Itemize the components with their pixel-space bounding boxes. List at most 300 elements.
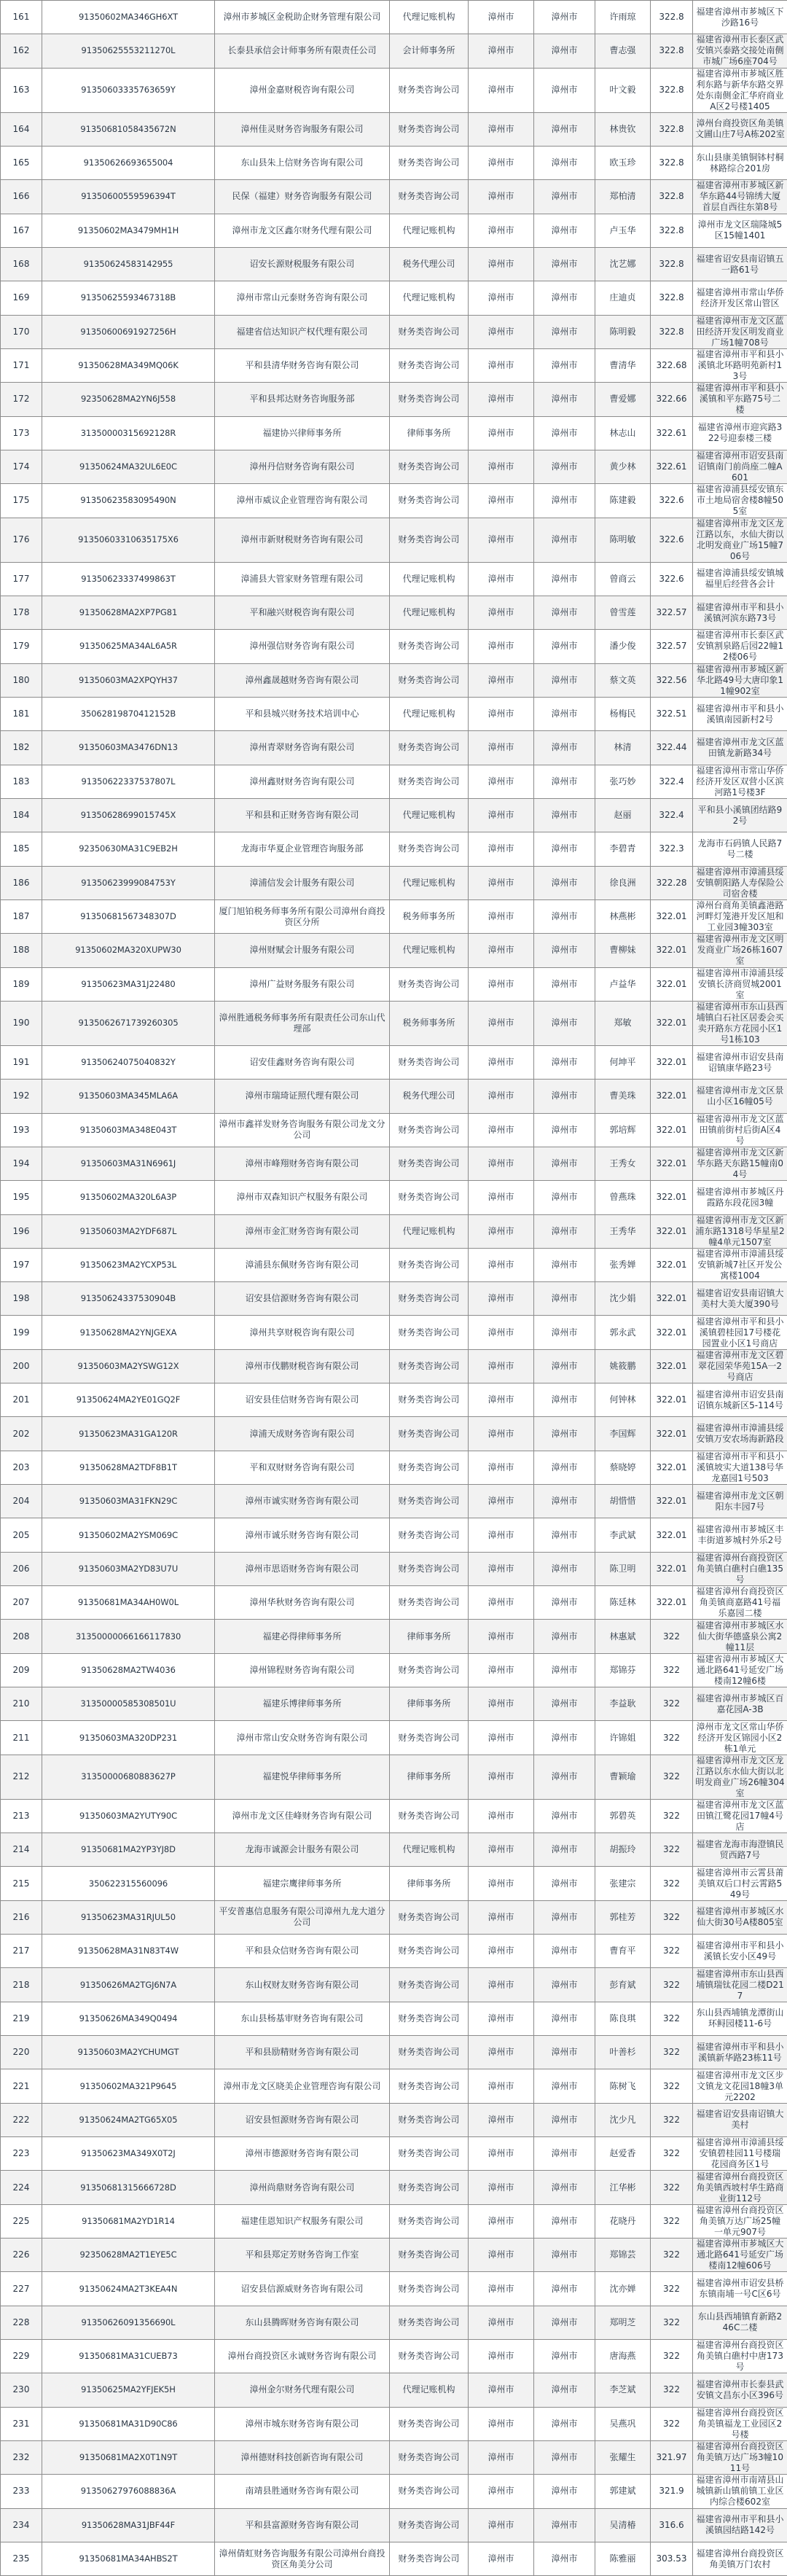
agency-type-cell: 税务师事务所 <box>390 1001 469 1045</box>
score-cell: 322 <box>651 2103 693 2136</box>
row-number-cell: 171 <box>1 348 42 382</box>
city-cell: 漳州市 <box>469 146 534 179</box>
city-cell: 漳州市 <box>469 2272 534 2306</box>
agency-name-cell: 福建宗鹰律师事务所 <box>215 1867 390 1900</box>
address-cell: 福建省漳州市漳浦县绥安镇朝阳路人寿保险公司宿舍楼 <box>693 866 787 899</box>
agency-name-cell: 漳州青翠财务咨询有限公司 <box>215 731 390 765</box>
row-number-cell: 161 <box>1 1 42 34</box>
address-cell: 东山县康美镇铜钵村桐林路综合201房 <box>693 146 787 179</box>
agency-name-cell: 漳州华秋财务咨询有限公司 <box>215 1586 390 1620</box>
table-row <box>1 450 787 483</box>
address-cell: 福建省漳州市芗城区新华东路44号锦绣大厦首层自西往东第8号 <box>693 180 787 214</box>
city-cell: 漳州市 <box>469 1001 534 1045</box>
table-row <box>1 1968 787 2002</box>
score-cell: 322 <box>651 2340 693 2373</box>
table-row <box>1 68 787 112</box>
contact-person-cell: 徐良洲 <box>595 866 651 899</box>
agency-type-cell: 财务类咨询公司 <box>390 2440 469 2474</box>
city-cell: 漳州市 <box>469 1451 534 1484</box>
score-cell: 322.01 <box>651 1001 693 1045</box>
score-cell: 322.8 <box>651 1 693 34</box>
table-row <box>1 2103 787 2136</box>
credit-code-cell: 91350623MA31GA120R <box>42 1417 215 1451</box>
city-cell: 漳州市 <box>469 1935 534 1968</box>
district-cell: 漳州市 <box>534 1755 595 1799</box>
agency-type-cell: 财务类咨询公司 <box>390 1147 469 1180</box>
score-cell: 322.01 <box>651 967 693 1001</box>
agency-type-cell: 代理记账机构 <box>390 562 469 596</box>
contact-person-cell: 叶文毅 <box>595 68 651 112</box>
city-cell: 漳州市 <box>469 765 534 798</box>
district-cell: 漳州市 <box>534 1214 595 1248</box>
contact-person-cell: 陈卫明 <box>595 1552 651 1585</box>
agency-name-cell: 漳浦县东佩财务咨询有限公司 <box>215 1248 390 1281</box>
row-number-cell: 167 <box>1 214 42 247</box>
credit-code-cell: 91350628MA2TDF8B1T <box>42 1451 215 1484</box>
district-cell: 漳州市 <box>534 1485 595 1518</box>
contact-person-cell: 陈廷林 <box>595 1586 651 1620</box>
district-cell: 漳州市 <box>534 1383 595 1417</box>
score-cell: 322.01 <box>651 1349 693 1383</box>
agency-type-cell: 财务类咨询公司 <box>390 1316 469 1349</box>
district-cell: 漳州市 <box>534 450 595 483</box>
credit-code-cell: 91350623MA31RJUL50 <box>42 1900 215 1934</box>
contact-person-cell: 花晓丹 <box>595 2204 651 2238</box>
score-cell: 322.8 <box>651 146 693 179</box>
row-number-cell: 170 <box>1 315 42 348</box>
table-row <box>1 383 787 416</box>
district-cell: 漳州市 <box>534 2306 595 2339</box>
table-row <box>1 1248 787 1281</box>
agency-type-cell: 财务类咨询公司 <box>390 315 469 348</box>
score-cell: 322 <box>651 1867 693 1900</box>
district-cell: 漳州市 <box>534 348 595 382</box>
agency-type-cell: 代理记账机构 <box>390 1 469 34</box>
table-row <box>1 348 787 382</box>
contact-person-cell: 郑敏 <box>595 1001 651 1045</box>
address-cell: 福建省漳州市龙文区步文镇龙文花园18幢3单元2202 <box>693 2069 787 2103</box>
agency-type-cell: 财务类咨询公司 <box>390 663 469 697</box>
agency-name-cell: 漳州财赋会计服务有限公司 <box>215 934 390 967</box>
agency-type-cell: 财务类咨询公司 <box>390 1248 469 1281</box>
district-cell: 漳州市 <box>534 281 595 315</box>
credit-code-cell: 91350603MA31N6961J <box>42 1147 215 1180</box>
row-number-cell: 197 <box>1 1248 42 1281</box>
score-cell: 322.8 <box>651 281 693 315</box>
row-number-cell: 172 <box>1 383 42 416</box>
address-cell: 福建省漳州市芗城区大通北路641号延安广场楼南12幢6楼 <box>693 1653 787 1687</box>
agency-type-cell: 代理记账机构 <box>390 697 469 730</box>
row-number-cell: 177 <box>1 562 42 596</box>
address-cell: 漳州市龙文区常山华侨经济开发区锦园小区2栋1单元 <box>693 1721 787 1755</box>
city-cell: 漳州市 <box>469 2306 534 2339</box>
city-cell: 漳州市 <box>469 2002 534 2035</box>
row-number-cell: 227 <box>1 2272 42 2306</box>
table-row <box>1 214 787 247</box>
agency-type-cell: 财务类咨询公司 <box>390 2239 469 2272</box>
table-row <box>1 315 787 348</box>
credit-code-cell: 91350681MA31CUEB73 <box>42 2340 215 2373</box>
agency-name-cell: 漳州市龙文区鑫尔财务代理有限公司 <box>215 214 390 247</box>
address-cell: 福建省漳州市南靖县山城镇新山镇前镇工业区内综合楼602室 <box>693 2475 787 2508</box>
credit-code-cell: 31350000315692128R <box>42 416 215 450</box>
address-cell: 漳州市龙文区瑞隆城5区15幢1401 <box>693 214 787 247</box>
row-number-cell: 164 <box>1 112 42 146</box>
address-cell: 福建省漳州市长泰县武安镇文昌东小区396号 <box>693 2373 787 2407</box>
agency-name-cell: 龙海市华夏企业管理咨询服务部 <box>215 832 390 866</box>
agency-name-cell: 漳州金尔财务代理有限公司 <box>215 2373 390 2407</box>
contact-person-cell: 江华彬 <box>595 2171 651 2204</box>
city-cell: 漳州市 <box>469 1518 534 1552</box>
credit-code-cell: 91350624075040832Y <box>42 1045 215 1079</box>
score-cell: 322.4 <box>651 798 693 832</box>
address-cell: 福建省漳州市芗城区水仙大街30号A楼805室 <box>693 1900 787 1934</box>
agency-name-cell: 福建省信达知识产权代理有限公司 <box>215 315 390 348</box>
row-number-cell: 184 <box>1 798 42 832</box>
table-row <box>1 2204 787 2238</box>
district-cell: 漳州市 <box>534 2002 595 2035</box>
address-cell: 东山县西埔镇育新路246C二楼 <box>693 2306 787 2339</box>
address-cell: 福建省漳州市龙文区蓝田经济开发区明发商业广场1幢708号 <box>693 315 787 348</box>
score-cell: 322.01 <box>651 1147 693 1180</box>
score-cell: 322.44 <box>651 731 693 765</box>
contact-person-cell: 林清 <box>595 731 651 765</box>
contact-person-cell: 陈建毅 <box>595 484 651 518</box>
district-cell: 漳州市 <box>534 315 595 348</box>
address-cell: 福建省漳州市漳浦县绥安镇碧桂园11号楼瑞花园商务区1号 <box>693 2137 787 2171</box>
agency-type-cell: 财务类咨询公司 <box>390 1383 469 1417</box>
address-cell: 福建省漳州市龙文区景山小区16幢05号 <box>693 1080 787 1113</box>
credit-code-cell: 91350603335763659Y <box>42 68 215 112</box>
agency-name-cell: 漳州市金汇财务咨询有限公司 <box>215 1214 390 1248</box>
city-cell: 漳州市 <box>469 1653 534 1687</box>
agency-name-cell: 东山权财友财务咨询有限公司 <box>215 1968 390 2002</box>
city-cell: 漳州市 <box>469 1248 534 1281</box>
table-row <box>1 1755 787 1799</box>
agency-type-cell: 财务类咨询公司 <box>390 146 469 179</box>
district-cell: 漳州市 <box>534 416 595 450</box>
city-cell: 漳州市 <box>469 450 534 483</box>
credit-code-cell: 91350600691927256H <box>42 315 215 348</box>
contact-person-cell: 许锦姐 <box>595 1721 651 1755</box>
row-number-cell: 220 <box>1 2036 42 2069</box>
agency-type-cell: 律师事务所 <box>390 1620 469 1653</box>
district-cell: 漳州市 <box>534 518 595 562</box>
address-cell: 福建省漳州市平和县小溪镇南园新村2号 <box>693 697 787 730</box>
agency-type-cell: 财务类咨询公司 <box>390 2002 469 2035</box>
address-cell: 福建省漳州市龙文区龙江路以东水仙大街以北明发商业广场26幢304室 <box>693 1755 787 1799</box>
contact-person-cell: 胡惜惜 <box>595 1485 651 1518</box>
score-cell: 322.28 <box>651 866 693 899</box>
city-cell: 漳州市 <box>469 630 534 663</box>
table-row <box>1 2475 787 2508</box>
contact-person-cell: 蔡晓婷 <box>595 1451 651 1484</box>
agency-name-cell: 诏安县信源威财务咨询有限公司 <box>215 2272 390 2306</box>
agency-name-cell: 南靖县胜通财务咨询有限公司 <box>215 2475 390 2508</box>
city-cell: 漳州市 <box>469 1080 534 1113</box>
credit-code-cell: 91350623MA2YCXP53L <box>42 1248 215 1281</box>
agency-type-cell: 财务类咨询公司 <box>390 1900 469 1934</box>
district-cell: 漳州市 <box>534 1620 595 1653</box>
address-cell: 福建省漳州市平和县小溪镇坡实大道138号华龙嘉园1号503 <box>693 1451 787 1484</box>
credit-code-cell: 91350628MA31JBF44F <box>42 2508 215 2542</box>
credit-code-cell: 92350630MA31C9EB2H <box>42 832 215 866</box>
row-number-cell: 219 <box>1 2002 42 2035</box>
district-cell: 漳州市 <box>534 2171 595 2204</box>
district-cell: 漳州市 <box>534 2103 595 2136</box>
credit-code-cell: 91350600559596394T <box>42 180 215 214</box>
credit-code-cell: 91350626091356690L <box>42 2306 215 2339</box>
row-number-cell: 182 <box>1 731 42 765</box>
table-row <box>1 112 787 146</box>
address-cell: 福建省漳州市龙文区蓝田镇前街村后街A区4号 <box>693 1113 787 1147</box>
contact-person-cell: 曹清华 <box>595 348 651 382</box>
score-cell: 322 <box>651 2069 693 2103</box>
table-row <box>1 1620 787 1653</box>
table-row <box>1 2239 787 2272</box>
district-cell: 漳州市 <box>534 967 595 1001</box>
contact-person-cell: 郑锦芬 <box>595 1653 651 1687</box>
row-number-cell: 225 <box>1 2204 42 2238</box>
district-cell: 漳州市 <box>534 112 595 146</box>
table-row <box>1 1799 787 1833</box>
city-cell: 漳州市 <box>469 214 534 247</box>
city-cell: 漳州市 <box>469 180 534 214</box>
agency-name-cell: 诏安佳鑫财务咨询有限公司 <box>215 1045 390 1079</box>
score-cell: 322 <box>651 2239 693 2272</box>
agency-type-cell: 代理记账机构 <box>390 798 469 832</box>
score-cell: 322.01 <box>651 1113 693 1147</box>
address-cell: 福建省漳州市东山县西埔镇白石社区居委会买卖开路东方花园小区1号1栋103 <box>693 1001 787 1045</box>
contact-person-cell: 李武斌 <box>595 1518 651 1552</box>
table-row <box>1 697 787 730</box>
district-cell: 漳州市 <box>534 214 595 247</box>
contact-person-cell: 郭培辉 <box>595 1113 651 1147</box>
city-cell: 漳州市 <box>469 2440 534 2474</box>
row-number-cell: 207 <box>1 1586 42 1620</box>
agency-name-cell: 漳州市常山安众财务咨询有限公司 <box>215 1721 390 1755</box>
city-cell: 漳州市 <box>469 2542 534 2575</box>
contact-person-cell: 张巧妙 <box>595 765 651 798</box>
contact-person-cell: 曾雪莲 <box>595 596 651 629</box>
credit-code-cell: 91350681MA34AH0W0L <box>42 1586 215 1620</box>
agency-name-cell: 漳州锦程财务咨询有限公司 <box>215 1653 390 1687</box>
district-cell: 漳州市 <box>534 247 595 281</box>
address-cell: 漳州台商投资区角美镇文圃山庄7号A栋202室 <box>693 112 787 146</box>
score-cell: 322.8 <box>651 34 693 68</box>
agency-name-cell: 漳州市龙文区佳峰财务咨询有限公司 <box>215 1799 390 1833</box>
district-cell: 漳州市 <box>534 1721 595 1755</box>
row-number-cell: 174 <box>1 450 42 483</box>
agency-name-cell: 漳州市诚乐财务咨询有限公司 <box>215 1518 390 1552</box>
address-cell: 福建省诏安县南诏镇五一路61号 <box>693 247 787 281</box>
contact-person-cell: 赵丽 <box>595 798 651 832</box>
address-cell: 福建省漳州市龙文区蓝田镇龙新路34号 <box>693 731 787 765</box>
credit-code-cell: 91350625593467318B <box>42 281 215 315</box>
address-cell: 福建省漳州市芗城区新华北路49号大唐印象11幢902室 <box>693 663 787 697</box>
address-cell: 福建省漳州市龙文区新华东路天东路15幢南04号 <box>693 1147 787 1180</box>
city-cell: 漳州市 <box>469 112 534 146</box>
agency-type-cell: 财务类咨询公司 <box>390 1518 469 1552</box>
score-cell: 322.01 <box>651 899 693 933</box>
agency-name-cell: 福建协兴律师事务所 <box>215 416 390 450</box>
district-cell: 漳州市 <box>534 1653 595 1687</box>
city-cell: 漳州市 <box>469 1 534 34</box>
score-cell: 322.01 <box>651 1045 693 1079</box>
address-cell: 福建省漳州市龙文区明发商业广场26栋1607室 <box>693 934 787 967</box>
table-row <box>1 630 787 663</box>
agency-type-cell: 财务类咨询公司 <box>390 1721 469 1755</box>
city-cell: 漳州市 <box>469 1316 534 1349</box>
agency-name-cell: 漳州鑫晟越财务咨询有限公司 <box>215 663 390 697</box>
row-number-cell: 169 <box>1 281 42 315</box>
agency-type-cell: 财务类咨询公司 <box>390 1552 469 1585</box>
city-cell: 漳州市 <box>469 1755 534 1799</box>
contact-person-cell: 黄少林 <box>595 450 651 483</box>
address-cell: 福建省漳州市芗城区百嘉花园A-3B <box>693 1687 787 1721</box>
table-row <box>1 562 787 596</box>
credit-code-cell: 91350628MA2YNJGEXA <box>42 1316 215 1349</box>
row-number-cell: 168 <box>1 247 42 281</box>
credit-code-cell: 92350628MA2YN6J558 <box>42 383 215 416</box>
address-cell: 福建省漳州台商投资区角美镇西坡村华生路商业街112号 <box>693 2171 787 2204</box>
district-cell: 漳州市 <box>534 1282 595 1316</box>
city-cell: 漳州市 <box>469 1181 534 1214</box>
city-cell: 漳州市 <box>469 484 534 518</box>
contact-person-cell: 曹爱娜 <box>595 383 651 416</box>
address-cell: 福建省漳州市芗城区丰丰街道芗城村外乐2号 <box>693 1518 787 1552</box>
table-row <box>1 1147 787 1180</box>
table-row <box>1 2542 787 2575</box>
agency-name-cell: 东山县杨基审财务咨询有限公司 <box>215 2002 390 2035</box>
contact-person-cell: 卢益华 <box>595 967 651 1001</box>
table-row <box>1 2137 787 2171</box>
district-cell: 漳州市 <box>534 2407 595 2440</box>
district-cell: 漳州市 <box>534 2069 595 2103</box>
address-cell: 福建省漳州台商投资区角美镇福龙工业园区2号楼 <box>693 2407 787 2440</box>
city-cell: 漳州市 <box>469 1833 534 1867</box>
score-cell: 322.01 <box>651 1586 693 1620</box>
city-cell: 漳州市 <box>469 866 534 899</box>
agency-name-cell: 漳州胜通税务师事务所有限责任公司东山代理部 <box>215 1001 390 1045</box>
agency-name-cell: 漳州市鑫祥发财务咨询服务有限公司龙文分公司 <box>215 1113 390 1147</box>
agency-name-cell: 漳州市峰翔财务咨询有限公司 <box>215 1147 390 1180</box>
row-number-cell: 189 <box>1 967 42 1001</box>
row-number-cell: 215 <box>1 1867 42 1900</box>
credit-code-cell: 91350625MA2YFJEK5H <box>42 2373 215 2407</box>
credit-code-cell: 91350681MA2X0T1N9T <box>42 2440 215 2474</box>
district-cell: 漳州市 <box>534 1586 595 1620</box>
contact-person-cell: 李国辉 <box>595 1417 651 1451</box>
score-cell: 322.01 <box>651 1316 693 1349</box>
address-cell: 福建省漳州市平和县小溪镇园结路142号 <box>693 2508 787 2542</box>
score-cell: 322.8 <box>651 180 693 214</box>
address-cell: 福建省漳州市长泰区武安镇割泉路后园22幢12楼06号 <box>693 630 787 663</box>
table-row <box>1 765 787 798</box>
agency-name-cell: 民保（福建）财务咨询服务有限公司 <box>215 180 390 214</box>
contact-person-cell: 王秀女 <box>595 1147 651 1180</box>
table-row <box>1 1935 787 1968</box>
district-cell: 漳州市 <box>534 2440 595 2474</box>
contact-person-cell: 何坤平 <box>595 1045 651 1079</box>
row-number-cell: 187 <box>1 899 42 933</box>
table-row <box>1 146 787 179</box>
contact-person-cell: 李芝斌 <box>595 2373 651 2407</box>
credit-code-cell: 35062819870412152B <box>42 697 215 730</box>
row-number-cell: 221 <box>1 2069 42 2103</box>
agency-name-cell: 诏安县信源财务咨询有限公司 <box>215 1282 390 1316</box>
row-number-cell: 223 <box>1 2137 42 2171</box>
district-cell: 漳州市 <box>534 1451 595 1484</box>
credit-code-cell: 91350628MA2XP7PG81 <box>42 596 215 629</box>
table-row <box>1 2002 787 2035</box>
agency-name-cell: 平和县郑定芳财务咨询工作室 <box>215 2239 390 2272</box>
row-number-cell: 202 <box>1 1417 42 1451</box>
table-row <box>1 1282 787 1316</box>
row-number-cell: 186 <box>1 866 42 899</box>
contact-person-cell: 李益耿 <box>595 1687 651 1721</box>
table-row <box>1 2306 787 2339</box>
contact-person-cell: 郭永武 <box>595 1316 651 1349</box>
credit-code-cell: 92350628MA2T1EYE5C <box>42 2239 215 2272</box>
agency-name-cell: 福建悦华律师事务所 <box>215 1755 390 1799</box>
contact-person-cell: 蔡文英 <box>595 663 651 697</box>
district-cell: 漳州市 <box>534 2272 595 2306</box>
contact-person-cell: 欧玉珍 <box>595 146 651 179</box>
agency-name-cell: 平和县和正财务咨询有限公司 <box>215 798 390 832</box>
row-number-cell: 209 <box>1 1653 42 1687</box>
row-number-cell: 203 <box>1 1451 42 1484</box>
score-cell: 322 <box>651 2306 693 2339</box>
city-cell: 漳州市 <box>469 34 534 68</box>
score-cell: 322.6 <box>651 484 693 518</box>
contact-person-cell: 庄迪贞 <box>595 281 651 315</box>
city-cell: 漳州市 <box>469 731 534 765</box>
contact-person-cell: 张耀生 <box>595 2440 651 2474</box>
agency-type-cell: 财务类咨询公司 <box>390 484 469 518</box>
score-cell: 321.97 <box>651 2440 693 2474</box>
city-cell: 漳州市 <box>469 1214 534 1248</box>
district-cell: 漳州市 <box>534 2508 595 2542</box>
agency-type-cell: 财务类咨询公司 <box>390 68 469 112</box>
credit-code-cell: 91350623999084753Y <box>42 866 215 899</box>
table-row <box>1 596 787 629</box>
address-cell: 福建省漳州台商投资区角美镇万达广场25幢一单元907号 <box>693 2204 787 2238</box>
agency-type-cell: 财务类咨询公司 <box>390 765 469 798</box>
agency-name-cell: 漳州丹信财务咨询有限公司 <box>215 450 390 483</box>
score-cell: 322 <box>651 2204 693 2238</box>
row-number-cell: 188 <box>1 934 42 967</box>
row-number-cell: 199 <box>1 1316 42 1349</box>
score-cell: 322.8 <box>651 68 693 112</box>
agency-type-cell: 财务类咨询公司 <box>390 1045 469 1079</box>
table-row <box>1 1867 787 1900</box>
credit-code-cell: 91350624337530904B <box>42 1282 215 1316</box>
contact-person-cell: 沈少凡 <box>595 2103 651 2136</box>
row-number-cell: 213 <box>1 1799 42 1833</box>
credit-code-cell: 91350603MA2YUTY90C <box>42 1799 215 1833</box>
score-cell: 322.01 <box>651 1417 693 1451</box>
row-number-cell: 178 <box>1 596 42 629</box>
district-cell: 漳州市 <box>534 1552 595 1585</box>
row-number-cell: 196 <box>1 1214 42 1248</box>
agency-name-cell: 漳浦信发会计服务有限公司 <box>215 866 390 899</box>
city-cell: 漳州市 <box>469 1417 534 1451</box>
address-cell: 福建省漳州市平和县小溪镇长安小区49号 <box>693 1935 787 1968</box>
score-cell: 322.51 <box>651 697 693 730</box>
city-cell: 漳州市 <box>469 315 534 348</box>
credit-code-cell: 91350681315666728D <box>42 2171 215 2204</box>
